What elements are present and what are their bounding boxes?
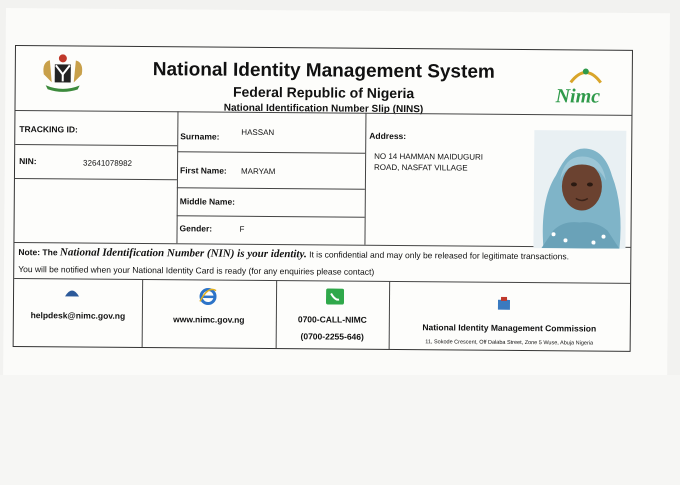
first-name-label: First Name: [179,165,227,176]
divider [15,144,177,146]
tracking-id-label: TRACKING ID: [19,124,78,135]
system-title: National Identity Management System [152,59,495,83]
divider [176,111,178,243]
note-rest: It is confidential and may only be released for legitimate transactions. [309,249,570,262]
address-line-1: NO 14 HAMMAN MAIDUGURI [374,151,484,162]
middle-name-label: Middle Name: [179,196,236,207]
address-line-2: ROAD, NASFAT VILLAGE [374,162,468,173]
address-label: Address: [369,130,407,142]
surname-label: Surname: [180,131,220,142]
divider [177,215,365,217]
contact-divider [14,278,630,284]
nimc-emblem-icon [556,62,616,84]
helpdesk-icon [64,284,80,302]
nimc-logo-text: Nimc [555,85,601,108]
note-emphasis: National Identification Number (NIN) is your identity. [59,246,307,261]
nin-value: 32641078982 [83,158,133,168]
internet-explorer-icon [199,287,217,310]
gender-value: F [239,224,245,234]
phone-call-nimc: 0700-CALL-NIMC [297,314,367,325]
divider [177,151,365,153]
passport-photo [533,130,626,249]
website-link: www.nimc.gov.ng [173,314,245,325]
note-line-1 [18,246,569,262]
phone-icon [326,288,344,309]
divider [364,113,366,245]
nin-slip [13,45,633,352]
nin-label: NIN: [19,156,37,167]
surname-value: HASSAN [241,127,275,138]
commission-name: National Identity Management Commission [422,322,597,334]
commission-address: 11, Sokode Crescent, Off Dalaba Street, Zone 5 Wuse, Abuja Nigeria [425,339,594,347]
first-name-value: MARYAM [240,166,276,177]
helpdesk-email: helpdesk@nimc.gov.ng [30,310,126,321]
note-line-2: You will be notified when your National Identity Card is ready (for any enquiries please contact) [18,264,375,277]
divider [15,178,177,180]
federal-republic-subtitle: Federal Republic of Nigeria [232,83,415,102]
nimc-logo [555,62,615,112]
gender-label: Gender: [179,223,213,234]
building-icon [497,297,511,315]
divider [177,187,365,189]
slip-title: National Identification Number Slip (NINS) [223,102,424,116]
phone-number: (0700-2255-646) [300,331,364,342]
lower-paper [0,375,680,485]
note-prefix: Note: The [18,247,58,258]
